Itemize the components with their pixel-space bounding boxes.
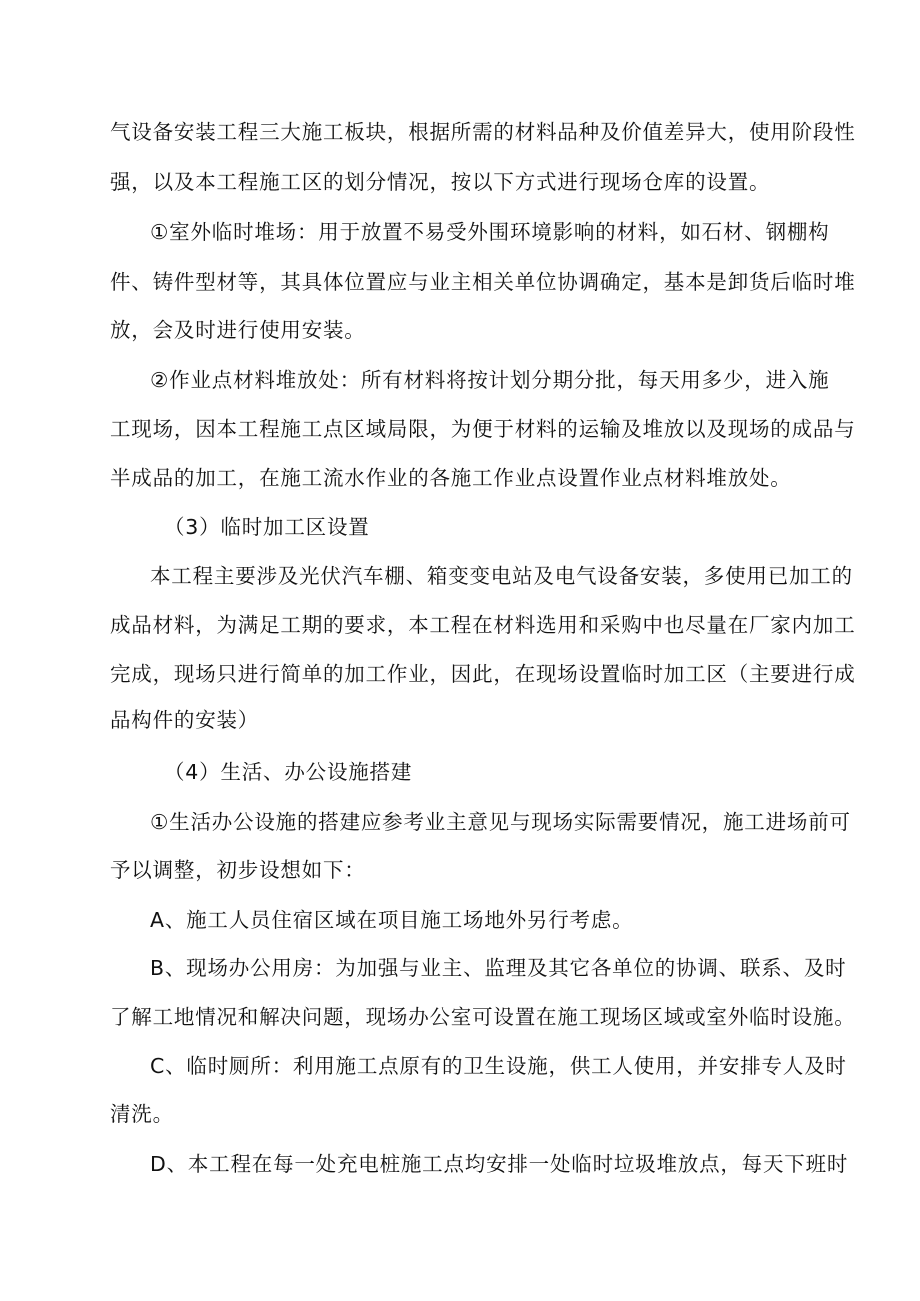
text-line: 清洗。 xyxy=(110,1102,174,1126)
text-line: 气设备安装工程三大施工板块，根据所需的材料品种及价值差异大，使用阶段性 xyxy=(110,120,856,144)
text-line: 放，会及时进行使用安装。 xyxy=(110,318,366,342)
paragraph-start: ①生活办公设施的搭建应参考业主意见与现场实际需要情况，施工进场前可 xyxy=(150,810,851,834)
paragraph-start: ①室外临时堆场：用于放置不易受外围环境影响的材料，如石材、钢棚构 xyxy=(150,220,830,244)
text-line: 半成品的加工，在施工流水作业的各施工作业点设置作业点材料堆放处。 xyxy=(110,466,792,490)
text-line: 品构件的安装） xyxy=(110,708,260,732)
paragraph-start: 本工程主要涉及光伏汽车棚、箱变变电站及电气设备安装，多使用已加工的 xyxy=(150,564,853,588)
paragraph-start: ②作业点材料堆放处：所有材料将按计划分期分批，每天用多少，进入施 xyxy=(150,368,830,392)
text-line: 件、铸件型材等，其具体位置应与业主相关单位协调确定，基本是卸货后临时堆 xyxy=(110,270,856,294)
section-heading: （3）临时加工区设置 xyxy=(164,515,370,539)
paragraph-start: B、现场办公用房：为加强与业主、监理及其它各单位的协调、联系、及时 xyxy=(150,956,847,980)
paragraph-start: A、施工人员住宿区域在项目施工场地外另行考虑。 xyxy=(150,908,634,932)
text-line: 了解工地情况和解决问题，现场办公室可设置在施工现场区域或室外临时设施。 xyxy=(110,1005,856,1029)
text-line: 予以调整，初步设想如下： xyxy=(110,858,366,882)
text-line: 成品材料，为满足工期的要求，本工程在材料选用和采购中也尽量在厂家内加工 xyxy=(110,613,856,637)
text-line: 完成，现场只进行简单的加工作业，因此，在现场设置临时加工区（主要进行成 xyxy=(110,662,856,686)
section-heading: （4）生活、办公设施搭建 xyxy=(164,760,413,784)
paragraph-start: D、本工程在每一处充电桩施工点均安排一处临时垃圾堆放点，每天下班时 xyxy=(150,1152,849,1176)
text-line: 强，以及本工程施工区的划分情况，按以下方式进行现场仓库的设置。 xyxy=(110,170,771,194)
paragraph-start: C、临时厕所：利用施工点原有的卫生设施，供工人使用，并安排专人及时 xyxy=(150,1054,847,1078)
text-line: 工现场，因本工程施工点区域局限，为便于材料的运输及堆放以及现场的成品与 xyxy=(110,417,856,441)
